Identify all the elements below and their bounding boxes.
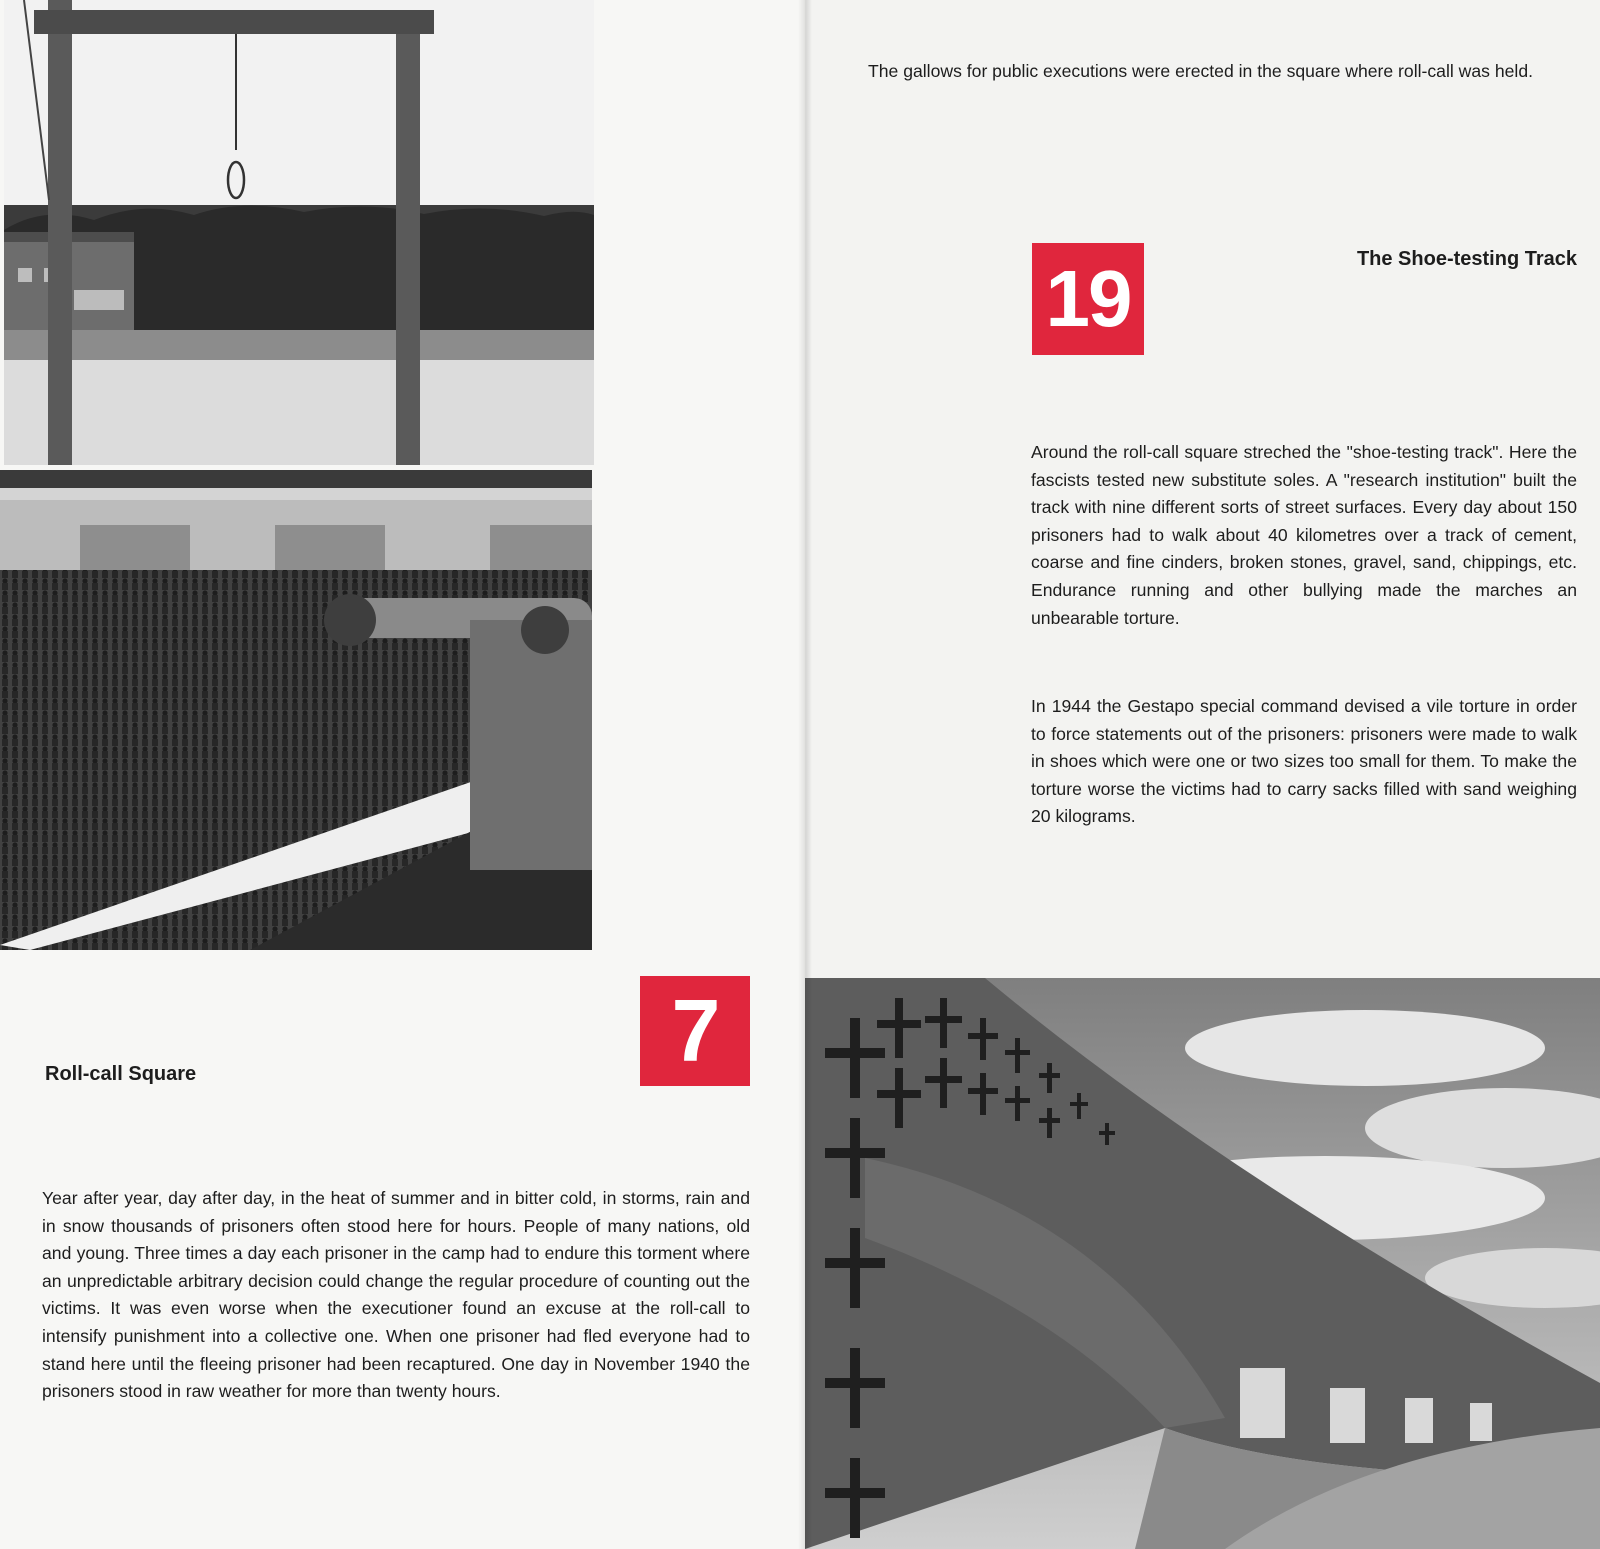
roll-call-square-text: Year after year, day after day, in the heat of summer and in bitter cold, in storms, rain and in snow thousands of prisoners often stood here for hours. People of many nations, old and young. Three times a day each prisoner in the camp had to endure this torment where an unpredictable arbitrary decision could change the regular procedure of counting out the victims. It was even worse when the executioner found an excuse at the roll-call to intensify punishment into a collective one. When one prisoner had fled everyone had to stand here until the fleeing prisoner had been recaptured. One day in November 1940 the prisoners stood in raw weather for more than twenty hours.: [42, 1188, 750, 1402]
gallows-photo: [4, 0, 594, 465]
gallows-caption: The gallows for public executions were erected in the square where roll-call was held.: [868, 61, 1533, 81]
memorial-wall-photo: [805, 978, 1600, 1549]
shoe-testing-track-text-1: Around the roll-call square streched the "shoe-testing track". Here the fascists tested new substitute soles. A "research institution" built the track with nine different sorts of street surfaces. Every day about 150 prisoners had to walk about 40 kilometres over a track of cement, coarse and fine cinders, broken stones, gravel, sand, chippings, etc. Endurance running and other bullying made the marches an unbearable torture.: [1031, 442, 1577, 628]
roll-call-square-heading: Roll-call Square: [45, 1063, 197, 1085]
right-page: [805, 0, 1600, 1549]
rollcall-photo: [0, 470, 592, 950]
section-number-badge-19: 19: [1032, 243, 1144, 355]
book-spine-shadow: [798, 0, 812, 1549]
shoe-testing-track-heading: The Shoe-testing Track: [1356, 248, 1577, 270]
section-number-badge-7: 7: [640, 976, 750, 1086]
shoe-testing-track-text-2: In 1944 the Gestapo special command devised a vile torture in order to force statements out of the prisoners: prisoners were made to walk in shoes which were one or two sizes too small for them. To make the torture worse the victims had to carry sacks filled with sand weighing 20 kilograms.: [1031, 696, 1577, 827]
